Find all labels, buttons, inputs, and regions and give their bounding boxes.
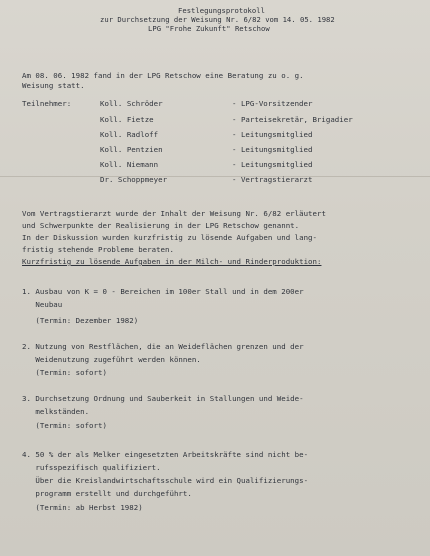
participant-name: Koll. Schröder (100, 99, 163, 108)
item-2-line-2: Weidenutzung zugeführt werden können. (22, 355, 201, 364)
participant-name: Dr. Schoppmeyer (100, 175, 168, 184)
document-subtitle: zur Durchsetzung der Weisung Nr. 6/82 vom 14. 05. 1982 (100, 15, 335, 24)
participant-role: - Vertragstierarzt (232, 175, 313, 184)
participant-role: - LPG-Vorsitzender (232, 99, 313, 108)
body-line-2: und Schwerpunkte der Realisierung in der LPG Retschow genannt. (22, 221, 300, 230)
item-2-deadline: (Termin: sofort) (22, 368, 107, 377)
body-line-1: Vom Vertragstierarzt wurde der Inhalt der Weisung Nr. 6/82 erläutert (22, 209, 326, 218)
participant-role: - Leitungsmitglied (232, 130, 313, 139)
body-line-5: Kurzfristig zu lösende Aufgaben in der Milch- und Rinderproduktion: (22, 257, 322, 266)
page-fold (0, 176, 430, 177)
document-organization: LPG "Frohe Zukunft" Retschow (148, 24, 270, 33)
item-4-deadline: (Termin: ab Herbst 1982) (22, 503, 143, 512)
item-4-line-2: rufsspezifisch qualifiziert. (22, 463, 161, 472)
participant-name: Koll. Pentzien (100, 145, 163, 154)
item-1-deadline: (Termin: Dezember 1982) (22, 316, 139, 325)
body-line-4: fristig stehende Probleme beraten. (22, 245, 174, 254)
item-4-line-1: 4. 50 % der als Melker eingesetzten Arbeitskräfte sind nicht be- (22, 450, 309, 459)
intro-line-2: Weisung statt. (22, 81, 85, 90)
item-3-deadline: (Termin: sofort) (22, 421, 107, 430)
participant-name: Koll. Radloff (100, 130, 159, 139)
participant-role: - Leitungsmitglied (232, 145, 313, 154)
item-1-line-2: Neubau (22, 300, 63, 309)
item-4-line-4: programm erstellt und durchgeführt. (22, 489, 192, 498)
intro-line-1: Am 08. 06. 1982 fand in der LPG Retschow eine Beratung zu o. g. (22, 71, 304, 80)
participant-name: Koll. Niemann (100, 160, 159, 169)
participants-label: Teilnehmer: (22, 99, 72, 108)
item-3-line-1: 3. Durchsetzung Ordnung und Sauberkeit in Stallungen und Weide- (22, 394, 304, 403)
participant-role: - Leitungsmitglied (232, 160, 313, 169)
item-1-line-1: 1. Ausbau von K = 0 - Bereichen im 100er Stall und in dem 200er (22, 287, 304, 296)
participant-name: Koll. Fietze (100, 115, 154, 124)
item-4-line-3: Über die Kreislandwirtschaftsschule wird ein Qualifizierungs- (22, 476, 309, 485)
participant-role: - Parteisekretär, Brigadier (232, 115, 353, 124)
item-2-line-1: 2. Nutzung von Restflächen, die an Weideflächen grenzen und der (22, 342, 304, 351)
body-line-3: In der Diskussion wurden kurzfristig zu lösende Aufgaben und lang- (22, 233, 317, 242)
item-3-line-2: melkständen. (22, 407, 90, 416)
document-title: Festlegungsprotokoll (178, 6, 265, 15)
